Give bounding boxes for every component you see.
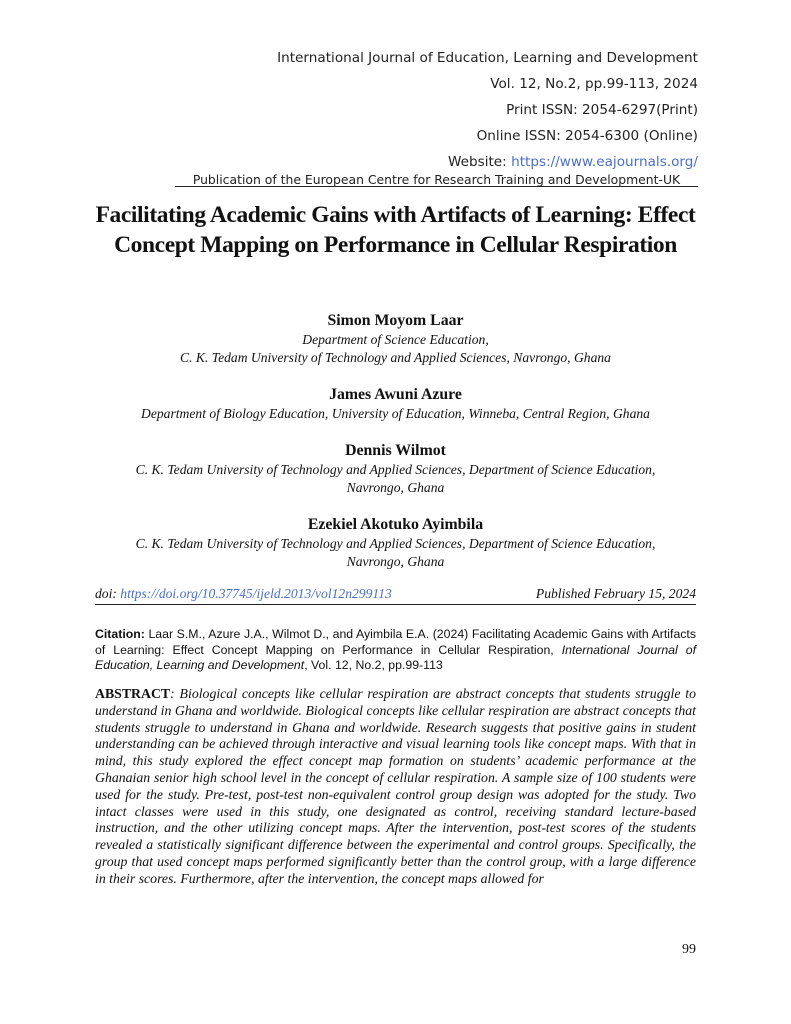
abstract	[95, 686, 696, 888]
website-link[interactable]: https://www.eajournals.org/	[511, 154, 698, 170]
author-4	[80, 515, 711, 571]
publisher-line: Publication of the European Centre for Research Training and Development-UK	[192, 172, 681, 187]
author-2	[80, 385, 711, 423]
author-name: James Awuni Azure	[329, 386, 462, 403]
doi-row	[95, 586, 696, 604]
author-name: Ezekiel Akotuko Ayimbila	[307, 516, 484, 533]
citation-tail: , Vol. 12, No.2, pp.99-113	[304, 658, 443, 672]
author-affiliation: Department of Biology Education, University of Education, Winneba, Central Region, Ghana	[141, 406, 650, 421]
citation	[95, 627, 696, 674]
author-affiliation: Navrongo, Ghana	[346, 480, 445, 495]
journal-volume: Vol. 12, No.2, pp.99-113, 2024	[490, 76, 698, 92]
paper-title: Facilitating Academic Gains with Artifacts of Learning: Effect Concept Mapping on Performance in Cellular Respiration	[95, 202, 696, 258]
abstract-text: : Biological concepts like cellular respiration are abstract concepts that students struggle to understand in Ghana and worldwide. Biological concepts like cellular respiration are abstract concepts that students struggle to understand in Ghana and worldwide. Research suggests that positive gains in student understanding can be achieved through interactive and visual learning tools like concept maps. With that in mind, this study explored the effect concept map formation on students’ academic performance at the Ghanaian senior high school level in the concept of cellular respiration. A sample size of 100 students were used for the study. Pre-test, post-test non-equivalent control group design was adopted for the study. Two intact classes were used in this study, one designated as control, receiving standard lecture-based instruction, and the other utilizing concept maps. After the intervention, post-test scores of the students revealed a statistically significant difference between the experimental and control groups. Specifically, the group that used concept maps performed significantly better than the control group, with a large difference in their scores. Furthermore, after the intervention, the concept maps allowed for	[95, 686, 696, 886]
author-affiliation: Department of Science Education,	[302, 332, 489, 347]
author-1	[80, 311, 711, 367]
abstract-label: ABSTRACT	[95, 686, 171, 701]
doi	[95, 586, 392, 602]
citation-journal: International Journal of Education, Learning and Development	[95, 642, 696, 672]
journal-name: International Journal of Education, Learning and Development	[277, 50, 698, 66]
author-affiliation: C. K. Tedam University of Technology and Applied Sciences, Department of Science Education,	[135, 462, 656, 477]
page-number: 99	[682, 942, 696, 957]
author-affiliation: C. K. Tedam University of Technology and Applied Sciences, Department of Science Education,	[135, 536, 656, 551]
citation-text: Laar S.M., Azure J.A., Wilmot D., and Ayimbila E.A. (2024) Facilitating Academic Gains with Artifacts of Learning: Effect Concept Mapping on Performance in Cellular Respiration,	[95, 627, 696, 657]
journal-header	[277, 45, 698, 175]
doi-link[interactable]: https://doi.org/10.37745/ijeld.2013/vol12n299113	[120, 586, 392, 601]
author-affiliation: Navrongo, Ghana	[346, 554, 445, 569]
author-name: Dennis Wilmot	[345, 442, 446, 459]
print-issn: Print ISSN: 2054-6297(Print)	[506, 102, 698, 118]
published-date: Published February 15, 2024	[535, 586, 696, 601]
author-3	[80, 441, 711, 497]
header-divider	[175, 186, 698, 187]
website-label: Website:	[447, 154, 512, 170]
doi-label: doi:	[95, 586, 121, 601]
doi-divider	[95, 604, 696, 605]
online-issn: Online ISSN: 2054-6300 (Online)	[476, 128, 698, 144]
author-name: Simon Moyom Laar	[327, 312, 464, 329]
citation-label: Citation:	[95, 627, 145, 641]
author-affiliation: C. K. Tedam University of Technology and Applied Sciences, Navrongo, Ghana	[180, 350, 611, 365]
